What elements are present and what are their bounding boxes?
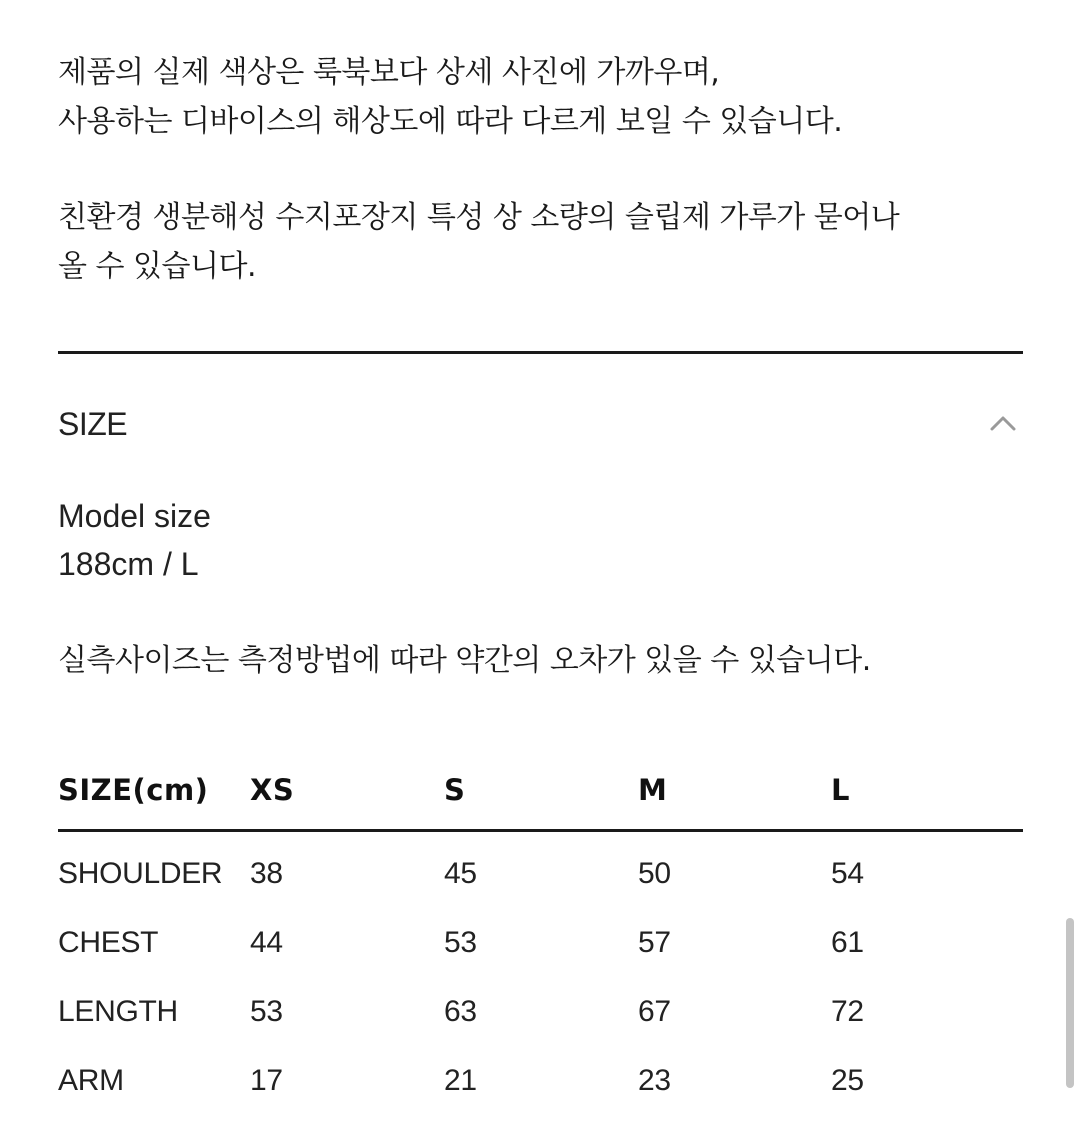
row-label: SHOULDER: [58, 857, 223, 890]
section-divider: [58, 351, 1023, 354]
table-cell: 44: [250, 926, 283, 959]
notice-line: 사용하는 디바이스의 해상도에 따라 다르게 보일 수 있습니다.: [58, 104, 843, 139]
table-cell: 61: [831, 926, 864, 959]
notice-line: 친환경 생분해성 수지포장지 특성 상 소량의 슬립제 가루가 묻어나: [58, 200, 900, 235]
table-header-cell: XS: [250, 773, 295, 807]
table-cell: 54: [831, 857, 864, 890]
table-cell: 25: [831, 1064, 864, 1097]
model-size-value: 188cm / L: [58, 546, 199, 582]
color-notice: [58, 48, 1038, 146]
notice-line: 올 수 있습니다.: [58, 249, 256, 284]
table-cell: 57: [638, 926, 671, 959]
table-row: [58, 919, 1023, 988]
size-section-title: SIZE: [58, 406, 128, 442]
row-label: LENGTH: [58, 995, 178, 1028]
table-cell: 50: [638, 857, 671, 890]
packaging-notice: [58, 193, 1038, 291]
table-header-cell: S: [444, 773, 466, 807]
table-header-row: [58, 762, 1023, 828]
table-header-cell: L: [831, 773, 850, 807]
chevron-up-icon[interactable]: [983, 404, 1023, 444]
table-body: [58, 850, 1023, 1126]
table-cell: 67: [638, 995, 671, 1028]
table-header-cell: SIZE(cm): [58, 773, 209, 807]
table-cell: 17: [250, 1064, 283, 1097]
size-accordion-header[interactable]: [58, 396, 1023, 452]
table-cell: 53: [444, 926, 477, 959]
scrollbar-thumb[interactable]: [1066, 918, 1074, 1088]
row-label: CHEST: [58, 926, 159, 959]
table-cell: 72: [831, 995, 864, 1028]
notice-line: 제품의 실제 색상은 룩북보다 상세 사진에 가까우며,: [58, 55, 720, 90]
table-cell: 23: [638, 1064, 671, 1097]
table-row: [58, 988, 1023, 1057]
table-header-cell: M: [638, 773, 668, 807]
model-size-info: [58, 492, 211, 588]
table-divider: [58, 829, 1023, 832]
table-cell: 63: [444, 995, 477, 1028]
table-cell: 45: [444, 857, 477, 890]
table-row: [58, 1057, 1023, 1126]
row-label: ARM: [58, 1064, 124, 1097]
table-row: [58, 850, 1023, 919]
table-cell: 38: [250, 857, 283, 890]
measurement-notice: 실측사이즈는 측정방법에 따라 약간의 오차가 있을 수 있습니다.: [58, 643, 871, 678]
table-cell: 53: [250, 995, 283, 1028]
table-cell: 21: [444, 1064, 477, 1097]
size-table: [58, 762, 1023, 1097]
model-size-label: Model size: [58, 498, 211, 534]
